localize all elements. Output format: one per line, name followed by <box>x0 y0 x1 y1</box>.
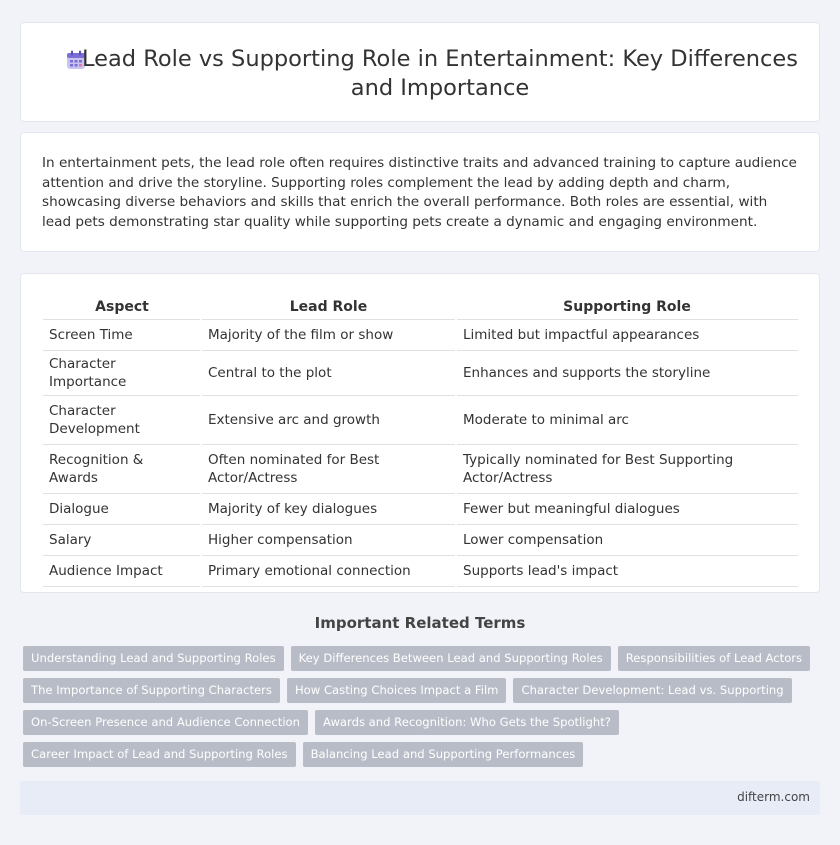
intro-paragraph: In entertainment pets, the lead role often requires distinctive traits and advanced training to capture audience attention and drive the storyline. Supporting roles complement the lead by adding depth and charm, showcasing diverse behaviors and skills that enrich the overall performance. Both roles are essential, with lead pets demonstrating star quality while supporting pets create a dynamic and engaging environment. <box>42 155 797 230</box>
table-row <box>43 555 798 586</box>
related-term-link[interactable]: Awards and Recognition: Who Gets the Spotlight? <box>315 710 619 735</box>
cell-supporting: Enhances and supports the storyline <box>456 350 798 395</box>
cell-supporting: Limited but impactful appearances <box>456 319 798 350</box>
cell-lead: Central to the plot <box>201 350 456 395</box>
header-aspect: Aspect <box>43 294 201 319</box>
related-term-link[interactable]: Character Development: Lead vs. Supporting <box>513 678 791 703</box>
cell-aspect: Audience Impact <box>43 555 201 586</box>
cell-aspect: Salary <box>43 524 201 555</box>
table-row <box>43 493 798 524</box>
tag-row <box>23 710 783 735</box>
related-term-link[interactable]: Key Differences Between Lead and Supporting Roles <box>291 646 611 671</box>
related-term-link[interactable]: How Casting Choices Impact a Film <box>287 678 507 703</box>
cell-supporting: Supports lead's impact <box>456 555 798 586</box>
cell-lead: Often nominated for Best Actor/Actress <box>201 444 456 493</box>
footer <box>20 781 820 815</box>
table-row <box>43 319 798 350</box>
table-row <box>43 350 798 395</box>
table-row <box>43 524 798 555</box>
tag-row <box>23 742 783 767</box>
related-terms-list <box>23 646 803 774</box>
tag-row <box>23 678 783 703</box>
page-title: Lead Role vs Supporting Role in Entertainment: Key Differences and Importance <box>82 46 798 101</box>
cell-supporting: Moderate to minimal arc <box>456 395 798 444</box>
cell-aspect: Character Importance <box>43 350 201 395</box>
related-term-link[interactable]: Responsibilities of Lead Actors <box>618 646 810 671</box>
related-term-link[interactable]: Balancing Lead and Supporting Performances <box>303 742 584 767</box>
cell-lead: Higher compensation <box>201 524 456 555</box>
related-term-link[interactable]: On-Screen Presence and Audience Connection <box>23 710 308 735</box>
comparison-card <box>20 273 820 593</box>
intro-card <box>20 132 820 252</box>
tag-row <box>23 646 803 671</box>
table-row <box>43 395 798 444</box>
header-lead-role: Lead Role <box>201 294 456 319</box>
related-term-link[interactable]: Understanding Lead and Supporting Roles <box>23 646 284 671</box>
cell-supporting: Typically nominated for Best Supporting Actor/Actress <box>456 444 798 493</box>
cell-aspect: Recognition & Awards <box>43 444 201 493</box>
cell-lead: Majority of key dialogues <box>201 493 456 524</box>
table-header-row <box>43 294 798 319</box>
cell-supporting: Lower compensation <box>456 524 798 555</box>
related-term-link[interactable]: The Importance of Supporting Characters <box>23 678 280 703</box>
footer-site-link[interactable]: difterm.com <box>737 790 810 804</box>
cell-lead: Extensive arc and growth <box>201 395 456 444</box>
cell-lead: Majority of the film or show <box>201 319 456 350</box>
comparison-table <box>43 294 798 587</box>
header-supporting-role: Supporting Role <box>456 294 798 319</box>
cell-aspect: Dialogue <box>43 493 201 524</box>
cell-aspect: Character Development <box>43 395 201 444</box>
cell-lead: Primary emotional connection <box>201 555 456 586</box>
header-card <box>20 22 820 122</box>
related-terms-title: Important Related Terms <box>314 614 526 632</box>
table-row <box>43 444 798 493</box>
related-term-link[interactable]: Career Impact of Lead and Supporting Roles <box>23 742 296 767</box>
cell-supporting: Fewer but meaningful dialogues <box>456 493 798 524</box>
cell-aspect: Screen Time <box>43 319 201 350</box>
